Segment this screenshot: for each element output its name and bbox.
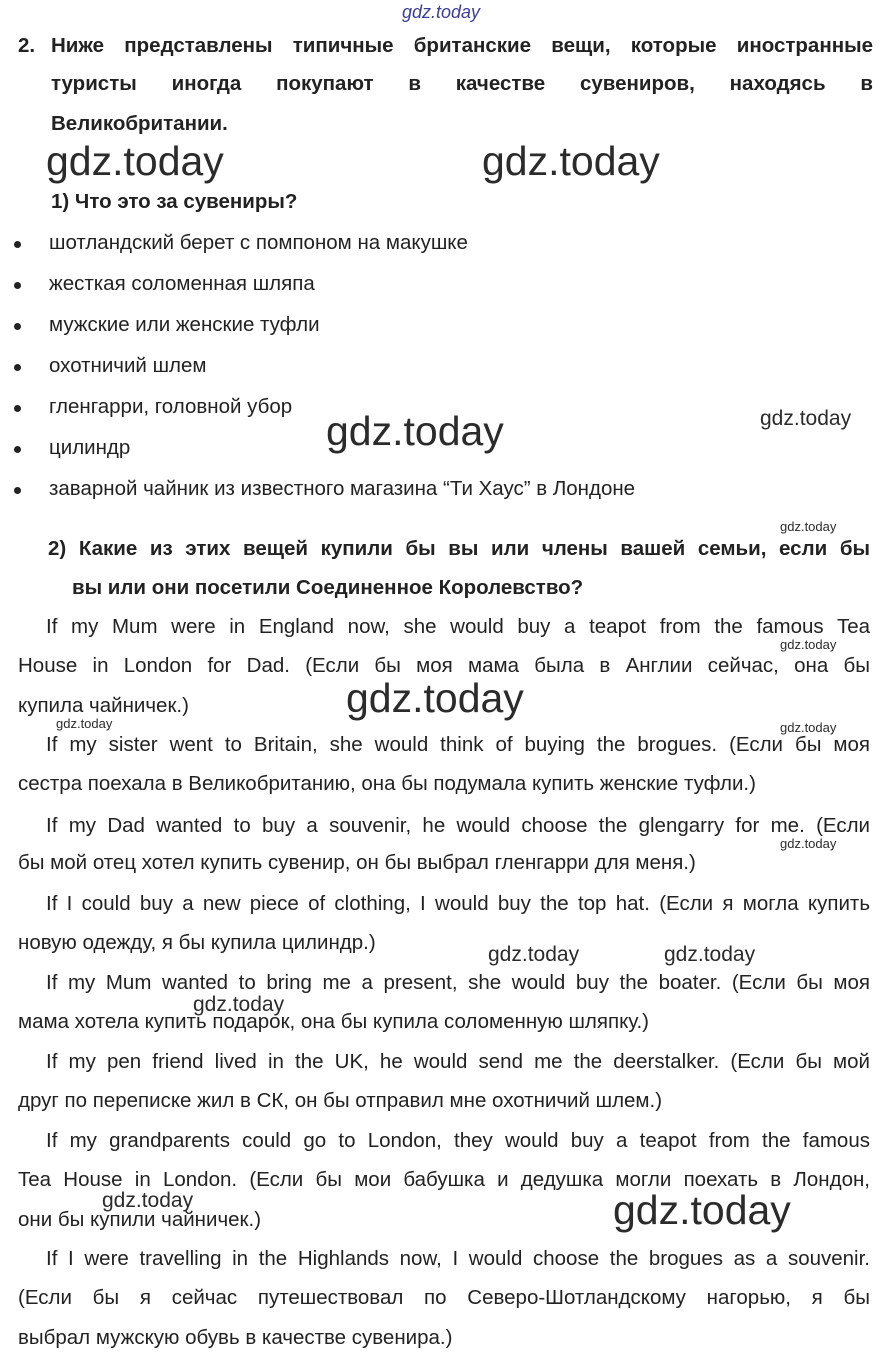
answer-line: If I were travelling in the Highlands now, I would choose the brogues as a souvenir. xyxy=(46,1247,870,1270)
answer-line: сестра поехала в Великобританию, она бы подумала купить женские туфли.) xyxy=(18,772,756,795)
question-2-line-1: 2) Какие из этих вещей купили бы вы или члены вашей семьи, если бы xyxy=(48,537,870,560)
list-item: цилиндр xyxy=(49,436,131,459)
watermark: gdz.today xyxy=(664,943,756,966)
bullet-icon xyxy=(14,364,21,371)
watermark: gdz.today xyxy=(46,138,224,184)
list-item: заварной чайник из известного магазина “Ти Хаус” в Лондоне xyxy=(49,477,636,500)
list-item: гленгарри, головной убор xyxy=(49,395,293,418)
answer-line: (Если бы я сейчас путешествовал по Северо-Шотландскому нагорью, я бы xyxy=(18,1286,870,1309)
bullet-icon xyxy=(14,282,21,289)
answer-line: купила чайничек.) xyxy=(18,694,189,717)
bullet-icon xyxy=(14,241,21,248)
question-1: 1) Что это за сувениры? xyxy=(51,190,298,213)
list-item: охотничий шлем xyxy=(49,354,207,377)
answer-line: If I could buy a new piece of clothing, I would buy the top hat. (Если я могла купить xyxy=(46,892,870,915)
bullet-icon xyxy=(14,487,21,494)
answer-line: друг по переписке жил в СК, он бы отправил мне охотничий шлем.) xyxy=(18,1089,663,1112)
watermark: gdz.today xyxy=(780,637,837,652)
answer-line: мама хотела купить подарок, она бы купила соломенную шляпку.) xyxy=(18,1010,649,1033)
bullet-icon xyxy=(14,323,21,330)
list-item: жесткая соломенная шляпа xyxy=(49,272,315,295)
question-2-line-2: вы или они посетили Соединенное Королевство? xyxy=(72,576,584,599)
answer-line: If my Dad wanted to buy a souvenir, he would choose the glengarry for me. (Если xyxy=(46,814,870,837)
answer-line: If my Mum wanted to bring me a present, she would buy the boater. (Если бы моя xyxy=(46,971,870,994)
watermark: gdz.today xyxy=(780,519,837,534)
watermark: gdz.today xyxy=(613,1187,791,1233)
watermark: gdz.today xyxy=(193,993,285,1016)
watermark: gdz.today xyxy=(326,408,504,454)
bullet-icon xyxy=(14,405,21,412)
bullet-icon xyxy=(14,446,21,453)
watermark: gdz.today xyxy=(780,836,837,851)
answer-line: они бы купили чайничек.) xyxy=(18,1208,262,1231)
watermark: gdz.today xyxy=(760,407,852,430)
task-intro-line-3: Великобритании. xyxy=(51,112,228,135)
answer-line: выбрал мужскую обувь в качестве сувенира.) xyxy=(18,1326,453,1349)
watermark: gdz.today xyxy=(56,716,113,731)
answer-line: If my grandparents could go to London, they would buy a teapot from the famous xyxy=(46,1129,870,1152)
watermark: gdz.today xyxy=(488,943,580,966)
answer-line: If my sister went to Britain, she would think of buying the brogues. (Если бы моя xyxy=(46,733,870,756)
watermark: gdz.today xyxy=(102,1189,194,1212)
watermark-top: gdz.today xyxy=(402,2,481,22)
task-intro-line-2: туристы иногда покупают в качестве сувениров, находясь в xyxy=(51,72,873,95)
answer-line: Tea House in London. (Если бы мои бабушка и дедушка могли поехать в Лондон, xyxy=(18,1168,870,1191)
answer-line: If my pen friend lived in the UK, he would send me the deerstalker. (Если бы мой xyxy=(46,1050,870,1073)
list-item: шотландский берет с помпоном на макушке xyxy=(49,231,468,254)
answer-line: If my Mum were in England now, she would buy a teapot from the famous Tea xyxy=(46,615,870,638)
task-intro-line-1: Ниже представлены типичные британские вещи, которые иностранные xyxy=(51,34,873,57)
watermark: gdz.today xyxy=(346,675,524,721)
watermark: gdz.today xyxy=(482,138,660,184)
answer-line: бы мой отец хотел купить сувенир, он бы выбрал гленгарри для меня.) xyxy=(18,851,696,874)
answer-line: House in London for Dad. (Если бы моя мама была в Англии сейчас, она бы xyxy=(18,654,870,677)
task-number: 2. xyxy=(18,34,36,57)
list-item: мужские или женские туфли xyxy=(49,313,320,336)
answer-line: новую одежду, я бы купила цилиндр.) xyxy=(18,931,376,954)
watermark: gdz.today xyxy=(780,720,837,735)
